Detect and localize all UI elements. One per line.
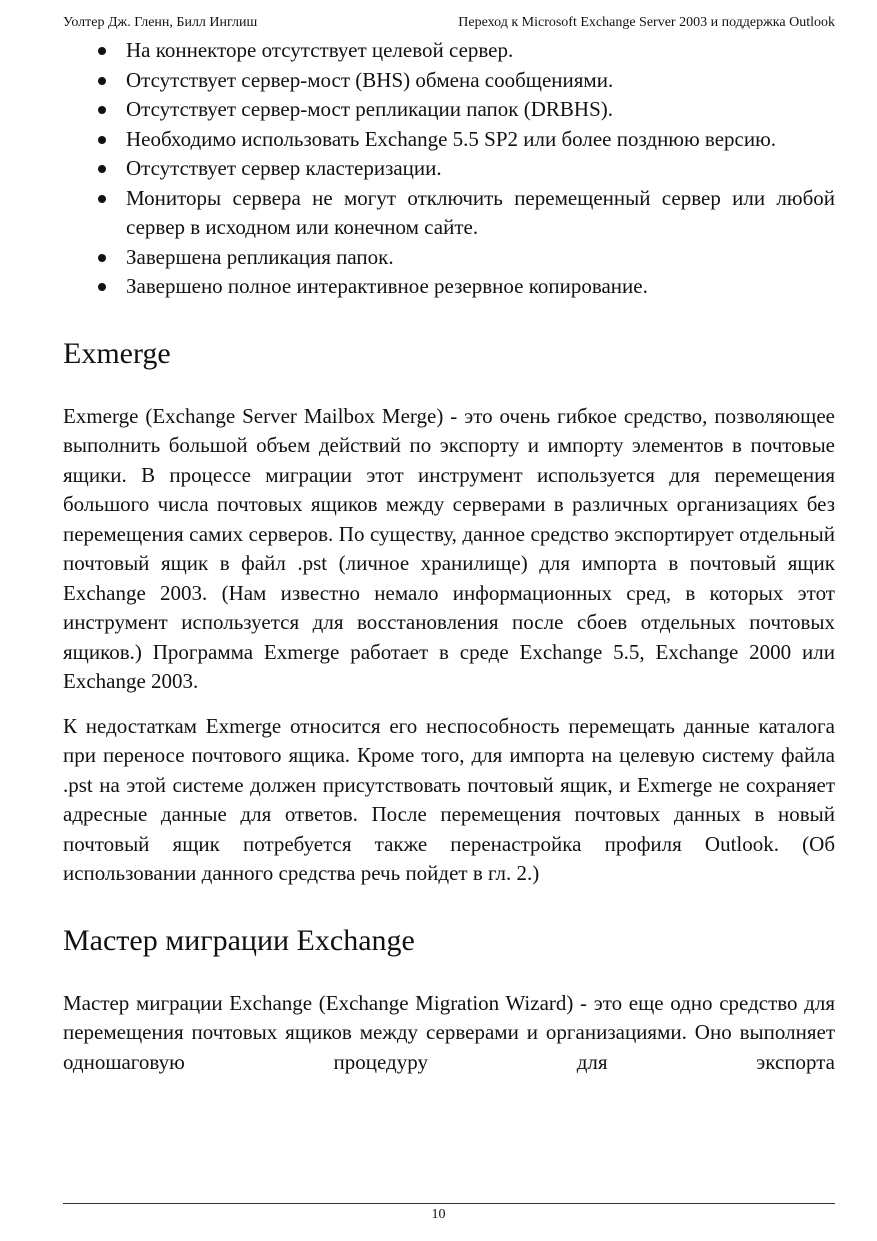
- list-item: На коннекторе отсутствует целевой сервер.: [63, 36, 835, 66]
- header-authors: Уолтер Дж. Гленн, Билл Инглиш: [63, 15, 258, 30]
- section-heading-exmerge: Exmerge: [63, 336, 171, 370]
- paragraph: К недостаткам Exmerge относится его неспособность перемещать данные каталога при переносе почтового ящика. Кроме того, для импорта на целевую систему файла .pst на этой системе должен присутствовать почтовый ящик, и Exmerge не сохраняет адресные данные для ответов. После перемещения почтовых данных в новый почтовый ящик потребуется также перенастройка профиля Outlook. (Об использовании данного средства речь пойдет в гл. 2.): [63, 713, 835, 885]
- list-item: Необходимо использовать Exchange 5.5 SP2 или более позднюю версию.: [63, 125, 835, 155]
- footer-rule: [63, 1203, 835, 1204]
- paragraph: Exmerge (Exchange Server Mailbox Merge) - это очень гибкое средство, позволяющее выполнить большой объем действий по экспорту и импорту элементов в почтовые ящики. В процессе миграции этот инструмент используется для перемещения большого числа почтовых ящиков между серверами в различных организациях без перемещения самих серверов. По существу, данное средство экспортирует отдельный почтовый ящик в файл .pst (личное хранилище) для импорта в почтовый ящик Exchange 2003. (Нам известно немало информационных сред, в которых этот инструмент используется для восстановления после сбоев отдельных почтовых ящиков.) Программа Exmerge работает в среде Exchange 5.5, Exchange 2000 или Exchange 2003.: [63, 403, 835, 693]
- bullet-icon: [98, 47, 106, 55]
- list-item: Завершено полное интерактивное резервное копирование.: [63, 272, 835, 302]
- list-item: Завершена репликация папок.: [63, 243, 835, 273]
- list-item: Отсутствует сервер кластеризации.: [63, 154, 835, 184]
- section-heading-migration-wizard: Мастер миграции Exchange: [63, 923, 415, 957]
- list-item: Отсутствует сервер-мост (BHS) обмена сообщениями.: [63, 66, 835, 96]
- bullet-icon: [98, 195, 106, 203]
- page-content: [63, 36, 835, 1092]
- bullet-list: [63, 36, 835, 302]
- page-header: [63, 15, 835, 31]
- bullet-icon: [98, 254, 106, 262]
- bullet-icon: [98, 77, 106, 85]
- list-item: Мониторы сервера не могут отключить перемещенный сервер или любой сервер в исходном или конечном сайте.: [63, 184, 835, 243]
- bullet-icon: [98, 136, 106, 144]
- bullet-icon: [98, 283, 106, 291]
- header-book-title: Переход к Microsoft Exchange Server 2003 и поддержка Outlook: [458, 15, 835, 30]
- paragraph: Мастер миграции Exchange (Exchange Migration Wizard) - это еще одно средство для перемещения почтовых ящиков между серверами и организациями. Оно выполняет одношаговую процедуру для экспорта: [63, 990, 835, 1074]
- list-item: Отсутствует сервер-мост репликации папок (DRBHS).: [63, 95, 835, 125]
- bullet-icon: [98, 106, 106, 114]
- page-number: 10: [431, 1207, 446, 1222]
- bullet-icon: [98, 165, 106, 173]
